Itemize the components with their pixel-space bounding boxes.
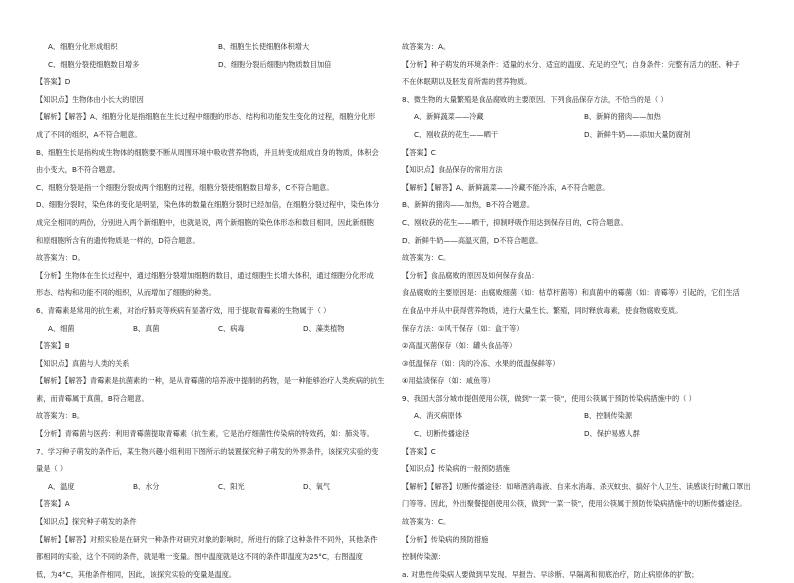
- option-b: D、新鲜牛奶——添加大量防腐剂: [584, 129, 691, 139]
- text-line: B、细胞生长是指构成生物体的细胞要不断从周围环境中吸收营养物质，并且转变成组成自身的物质，体积会: [36, 147, 379, 157]
- text-line: 【分析】青霉菌与医药：利用青霉菌提取青霉素（抗生素，它是治疗细菌性传染病的特效药，如：肺炎等。: [36, 429, 374, 439]
- option-a: C、刚收获的花生——晒干: [414, 129, 499, 139]
- text-line: ④用盐渍保存（如：咸鱼等）: [402, 376, 495, 386]
- option-a: A、温度: [48, 481, 75, 491]
- text-line: 【解析】【解答】A、细胞分化是指细胞在生长过程中细胞的形态、结构和功能发生变化的过程，细胞分化形: [36, 112, 376, 122]
- text-line: 【答案】C: [402, 147, 436, 157]
- text-line: 【知识点】真菌与人类的关系: [36, 358, 130, 368]
- text-line: 6、青霉素是常用的抗生素，对治疗肺炎等疾病有显著疗效，用于提取青霉素的生物属于（ ）: [36, 305, 331, 315]
- text-line: 【解析】【解答】A、新鲜蔬菜——冷藏不能冷冻，A不符合题意。: [402, 182, 610, 192]
- text-line: 【解析】【解答】青霉素是抗菌素的一种，是从青霉菌的培养液中提制的药物，是一种能够治疗人类疾病的抗生: [36, 376, 385, 386]
- text-line: 【答案】B: [36, 341, 70, 351]
- option-b: B、细胞生长使细胞体积增大: [218, 42, 310, 51]
- option-b: B、新鲜的猪肉——加热: [584, 112, 661, 122]
- option-b: D、保护易感人群: [584, 429, 640, 439]
- answer-options: [402, 126, 774, 144]
- left-column: [36, 38, 408, 583]
- text-line: D、新鲜牛奶——高温灭菌，D不符合题意。: [402, 235, 543, 245]
- option-b: B、水分: [133, 481, 160, 491]
- text-line: 不在休眠期以及胚发育所需的营养物质。: [402, 77, 532, 87]
- option-b: B、真菌: [133, 323, 160, 333]
- answer-options: [36, 320, 408, 338]
- text-line: 【答案】D: [36, 77, 71, 87]
- text-line: 【知识点】传染病的一般预防措施: [402, 464, 510, 474]
- text-line: 【分析】传染病的预防措施: [402, 534, 489, 544]
- text-line: 【知识点】食品保存的常用方法: [402, 165, 503, 175]
- right-column: [402, 38, 774, 583]
- text-line: B、新鲜的猪肉——加热，B不符合题意。: [402, 200, 535, 210]
- text-line: 8、微生物的大量繁殖是食品腐败的主要原因．下列食品保存方法，不恰当的是（ ）: [402, 94, 668, 104]
- text-line: 故答案为：D。: [36, 253, 85, 263]
- text-line: C、细胞分裂是指一个细胞分裂成两个细胞的过程，细胞分裂使细胞数目增多，C不符合题意。: [36, 182, 334, 192]
- answer-options: [36, 38, 408, 56]
- text-line: 【分析】生物体在生长过程中，通过细胞分裂增加细胞的数目，通过细胞生长增大体积，通过细胞分化形成: [36, 270, 374, 280]
- option-a: A、细菌: [48, 323, 75, 333]
- option-a: A、新鲜蔬菜——冷藏: [414, 112, 484, 122]
- answer-options: [36, 56, 408, 74]
- text-line: 9、我国大部分城市提倡使用公筷，做到"一菜一筷"，使用公筷属于预防传染病措施中的（ ）: [402, 393, 696, 403]
- text-line: 低，为4°C，其他条件相同，因此，该探究实验的变量是温度。: [36, 569, 237, 579]
- answer-options: [36, 478, 408, 496]
- text-line: 在食品中并从中获得营养物质，进行大量生长、繁殖，同时释放毒素，使食物腐败变质。: [402, 305, 683, 315]
- text-line: C、刚收获的花生——晒干，抑制呼吸作用达到保存目的，C符合题意。: [402, 217, 628, 227]
- text-line: 控制传染源：: [402, 552, 446, 562]
- option-a: C、切断传播途径: [414, 429, 470, 439]
- text-line: ②高温灭菌保存（如：罐头食品等）: [402, 341, 517, 351]
- text-line: D、细胞分裂时，染色体的变化是明显，染色体的数量在细胞分裂时已经加倍，在细胞分裂过程中，染色体分: [36, 200, 380, 210]
- text-line: 门等等。因此，外出聚餐提倡使用公筷，做到"一菜一筷"，使用公筷属于预防传染病措施中的切断传播途径。: [402, 499, 747, 509]
- text-line: 【知识点】探究种子萌发的条件: [36, 517, 137, 527]
- text-line: 故答案为：C。: [402, 253, 451, 263]
- option-a: A、细胞分化形成组织: [48, 42, 118, 51]
- text-line: 成了不同的组织，A不符合题意。: [36, 129, 142, 139]
- text-line: 故答案为：B。: [36, 411, 85, 421]
- text-line: 【答案】A: [36, 499, 70, 509]
- text-line: 和原细胞所含有的遗传物质是一样的，D符合题意。: [36, 235, 200, 245]
- option-d: D、藻类植物: [303, 323, 345, 333]
- text-line: 【分析】种子萌发的环境条件：适量的水分、适宜的温度、充足的空气；自身条件：完整有活力的胚、种子: [402, 59, 740, 69]
- option-a: A、消灭病原体: [414, 411, 463, 421]
- text-line: 保存方法：①风干保存（如：盒干等）: [402, 323, 524, 333]
- option-b: B、控制传染源: [584, 411, 633, 421]
- text-line: 【答案】C: [402, 446, 436, 456]
- text-line: 【分析】食品腐败的原因及如何保存食品：: [402, 270, 539, 280]
- text-line: 故答案为：A。: [402, 42, 451, 51]
- text-line: 【知识点】生物体由小长大的原因: [36, 94, 144, 104]
- option-b: D、细胞分裂后细胞内物质数目加倍: [218, 59, 332, 69]
- text-line: ③低温保存（如：肉的冷冻、水果的低温保鲜等）: [402, 358, 560, 368]
- text-line: 食品腐败的主要原因是：由腐败细菌（如：枯草杆菌等）和真菌中的霉菌（如：青霉等）引起的，它们生活: [402, 288, 740, 298]
- option-c: C、阳光: [218, 481, 245, 491]
- option-d: D、氧气: [303, 481, 331, 491]
- text-line: 量是（ ）: [36, 464, 68, 474]
- text-line: 都相同的实验，这个不同的条件，就是唯一变量。图中温度就是这不同的条件即温度为25°C，右图温度: [36, 552, 363, 562]
- answer-options: [402, 108, 774, 126]
- text-line: 形态、结构和功能不同的组织，从而增加了细胞的种类。: [36, 288, 216, 298]
- text-line: 由小变大，B不符合题意。: [36, 165, 120, 175]
- option-a: C、细胞分裂使细胞数目增多: [48, 59, 140, 69]
- text-line: 成完全相同的两份，分别进入两个新细胞中，也就是说，两个新细胞的染色体形态和数目相同，因此新细胞: [36, 217, 374, 227]
- text-line: a. 对患性传染病人要做到早发现、早报告、早诊断、早隔离和彻底治疗，防止病原体的扩散；: [402, 569, 699, 579]
- text-line: 故答案为：C。: [402, 517, 451, 527]
- text-line: 素，而青霉属于真菌，B符合题意。: [36, 393, 149, 403]
- text-line: 7、学习种子萌发的条件后，某生物兴趣小组利用下图所示的装置探究种子萌发的外界条件，该探究实验的变: [36, 446, 379, 456]
- answer-options: [402, 425, 774, 443]
- text-line: 【解析】【解答】对照实验是在研究一种条件对研究对象的影响时，所进行的除了这种条件不同外，其他条件: [36, 534, 378, 544]
- answer-options: [402, 407, 774, 425]
- option-c: C、病毒: [218, 323, 245, 333]
- text-line: 【解析】【解答】切断传播途径：如啼酒消毒液、自来水消毒、杀灭蚊虫、搞好个人卫生、读感谈行时戴口罩出: [402, 481, 751, 491]
